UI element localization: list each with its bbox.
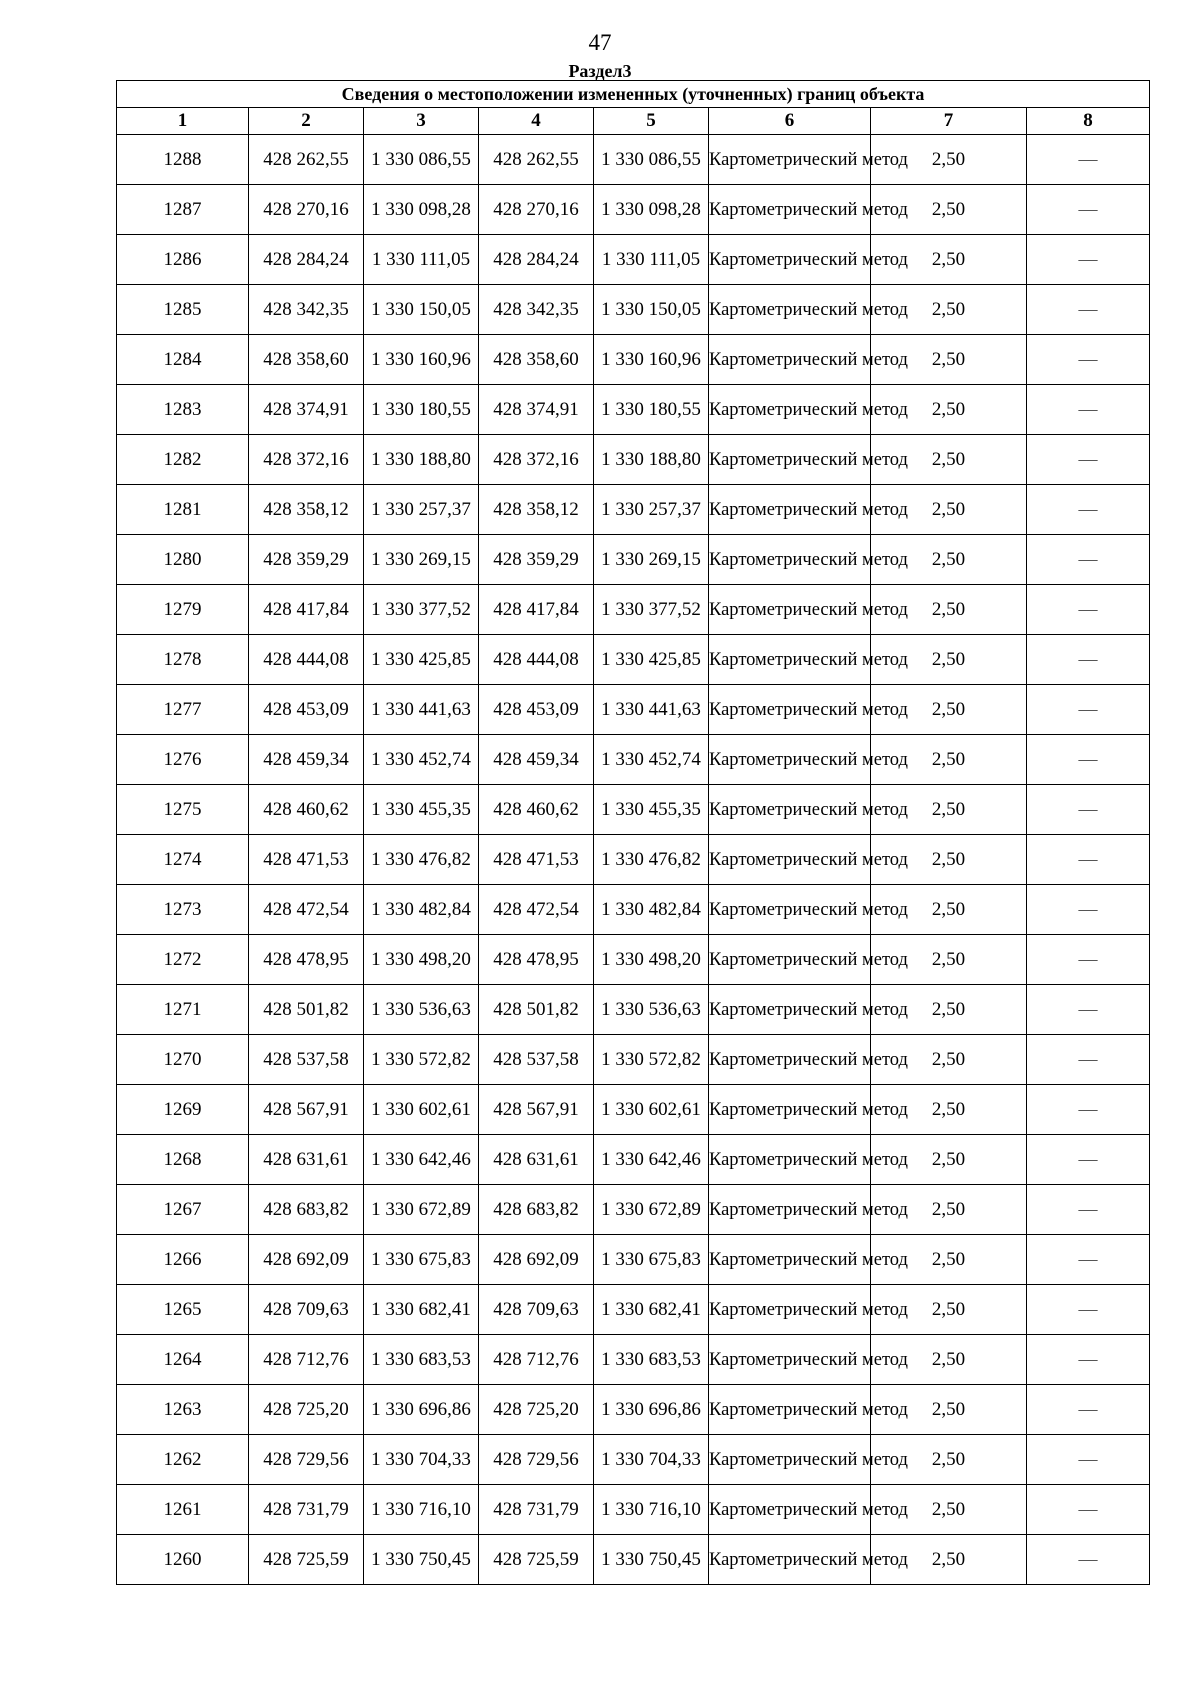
- existing-y-cell: 1 330 716,10: [364, 1485, 479, 1535]
- refined-x-cell: 428 501,82: [479, 985, 594, 1035]
- refined-x-cell: 428 270,16: [479, 185, 594, 235]
- existing-x-cell: 428 358,60: [249, 335, 364, 385]
- refined-y-cell: 1 330 498,20: [594, 935, 709, 985]
- table-row: [117, 735, 1150, 785]
- point-number-cell: 1271: [117, 985, 249, 1035]
- note-cell: —: [1027, 1285, 1150, 1335]
- point-number-cell: 1275: [117, 785, 249, 835]
- refined-x-cell: 428 417,84: [479, 585, 594, 635]
- accuracy-cell: 2,50: [871, 1085, 1027, 1135]
- note-cell: —: [1027, 585, 1150, 635]
- column-number-7: 7: [871, 108, 1027, 135]
- point-number-cell: 1266: [117, 1235, 249, 1285]
- existing-y-cell: 1 330 498,20: [364, 935, 479, 985]
- refined-y-cell: 1 330 482,84: [594, 885, 709, 935]
- method-cell: Картометрический метод: [709, 1485, 871, 1535]
- existing-x-cell: 428 359,29: [249, 535, 364, 585]
- note-cell: —: [1027, 1385, 1150, 1435]
- refined-y-cell: 1 330 572,82: [594, 1035, 709, 1085]
- table-body: [117, 135, 1150, 1585]
- existing-x-cell: 428 270,16: [249, 185, 364, 235]
- existing-y-cell: 1 330 160,96: [364, 335, 479, 385]
- method-cell: Картометрический метод: [709, 335, 871, 385]
- method-cell: Картометрический метод: [709, 1335, 871, 1385]
- accuracy-cell: 2,50: [871, 685, 1027, 735]
- accuracy-cell: 2,50: [871, 1535, 1027, 1585]
- refined-x-cell: 428 631,61: [479, 1135, 594, 1185]
- refined-y-cell: 1 330 750,45: [594, 1535, 709, 1585]
- refined-y-cell: 1 330 536,63: [594, 985, 709, 1035]
- note-cell: —: [1027, 235, 1150, 285]
- column-number-8: 8: [1027, 108, 1150, 135]
- table-row: [117, 1185, 1150, 1235]
- refined-x-cell: 428 478,95: [479, 935, 594, 985]
- table-row: [117, 1385, 1150, 1435]
- refined-y-cell: 1 330 716,10: [594, 1485, 709, 1535]
- refined-y-cell: 1 330 150,05: [594, 285, 709, 335]
- refined-y-cell: 1 330 425,85: [594, 635, 709, 685]
- note-cell: —: [1027, 485, 1150, 535]
- existing-y-cell: 1 330 441,63: [364, 685, 479, 735]
- existing-x-cell: 428 709,63: [249, 1285, 364, 1335]
- point-number-cell: 1262: [117, 1435, 249, 1485]
- table-row: [117, 985, 1150, 1035]
- existing-x-cell: 428 631,61: [249, 1135, 364, 1185]
- refined-y-cell: 1 330 257,37: [594, 485, 709, 535]
- note-cell: —: [1027, 285, 1150, 335]
- refined-y-cell: 1 330 269,15: [594, 535, 709, 585]
- existing-y-cell: 1 330 111,05: [364, 235, 479, 285]
- refined-x-cell: 428 471,53: [479, 835, 594, 885]
- existing-y-cell: 1 330 696,86: [364, 1385, 479, 1435]
- column-number-1: 1: [117, 108, 249, 135]
- point-number-cell: 1280: [117, 535, 249, 585]
- boundary-coordinates-table: [116, 80, 1150, 1585]
- column-number-3: 3: [364, 108, 479, 135]
- method-cell: Картометрический метод: [709, 485, 871, 535]
- refined-x-cell: 428 359,29: [479, 535, 594, 585]
- refined-x-cell: 428 459,34: [479, 735, 594, 785]
- table-row: [117, 435, 1150, 485]
- existing-y-cell: 1 330 098,28: [364, 185, 479, 235]
- method-cell: Картометрический метод: [709, 535, 871, 585]
- existing-x-cell: 428 567,91: [249, 1085, 364, 1135]
- refined-x-cell: 428 453,09: [479, 685, 594, 735]
- point-number-cell: 1269: [117, 1085, 249, 1135]
- accuracy-cell: 2,50: [871, 185, 1027, 235]
- table-row: [117, 1235, 1150, 1285]
- refined-x-cell: 428 358,12: [479, 485, 594, 535]
- refined-x-cell: 428 567,91: [479, 1085, 594, 1135]
- existing-y-cell: 1 330 683,53: [364, 1335, 479, 1385]
- table-row: [117, 1135, 1150, 1185]
- existing-x-cell: 428 537,58: [249, 1035, 364, 1085]
- point-number-cell: 1268: [117, 1135, 249, 1185]
- note-cell: —: [1027, 885, 1150, 935]
- existing-y-cell: 1 330 672,89: [364, 1185, 479, 1235]
- accuracy-cell: 2,50: [871, 335, 1027, 385]
- accuracy-cell: 2,50: [871, 435, 1027, 485]
- point-number-cell: 1279: [117, 585, 249, 635]
- existing-y-cell: 1 330 257,37: [364, 485, 479, 535]
- refined-y-cell: 1 330 682,41: [594, 1285, 709, 1335]
- existing-y-cell: 1 330 642,46: [364, 1135, 479, 1185]
- refined-y-cell: 1 330 602,61: [594, 1085, 709, 1135]
- method-cell: Картометрический метод: [709, 1085, 871, 1135]
- refined-y-cell: 1 330 441,63: [594, 685, 709, 735]
- note-cell: —: [1027, 535, 1150, 585]
- existing-y-cell: 1 330 675,83: [364, 1235, 479, 1285]
- existing-x-cell: 428 460,62: [249, 785, 364, 835]
- point-number-cell: 1281: [117, 485, 249, 535]
- existing-y-cell: 1 330 682,41: [364, 1285, 479, 1335]
- existing-y-cell: 1 330 602,61: [364, 1085, 479, 1135]
- refined-y-cell: 1 330 642,46: [594, 1135, 709, 1185]
- existing-x-cell: 428 501,82: [249, 985, 364, 1035]
- table-row: [117, 335, 1150, 385]
- refined-y-cell: 1 330 377,52: [594, 585, 709, 635]
- column-number-6: 6: [709, 108, 871, 135]
- method-cell: Картометрический метод: [709, 1385, 871, 1435]
- method-cell: Картометрический метод: [709, 385, 871, 435]
- point-number-cell: 1274: [117, 835, 249, 885]
- existing-y-cell: 1 330 476,82: [364, 835, 479, 885]
- accuracy-cell: 2,50: [871, 485, 1027, 535]
- accuracy-cell: 2,50: [871, 785, 1027, 835]
- accuracy-cell: 2,50: [871, 935, 1027, 985]
- refined-y-cell: 1 330 672,89: [594, 1185, 709, 1235]
- point-number-cell: 1284: [117, 335, 249, 385]
- section-title: Раздел3: [568, 61, 632, 81]
- point-number-cell: 1270: [117, 1035, 249, 1085]
- method-cell: Картометрический метод: [709, 1435, 871, 1485]
- method-cell: Картометрический метод: [709, 585, 871, 635]
- existing-x-cell: 428 725,59: [249, 1535, 364, 1585]
- accuracy-cell: 2,50: [871, 585, 1027, 635]
- existing-y-cell: 1 330 188,80: [364, 435, 479, 485]
- method-cell: Картометрический метод: [709, 635, 871, 685]
- refined-y-cell: 1 330 704,33: [594, 1435, 709, 1485]
- existing-x-cell: 428 729,56: [249, 1435, 364, 1485]
- existing-x-cell: 428 731,79: [249, 1485, 364, 1535]
- point-number-cell: 1277: [117, 685, 249, 735]
- existing-y-cell: 1 330 572,82: [364, 1035, 479, 1085]
- existing-y-cell: 1 330 536,63: [364, 985, 479, 1035]
- refined-x-cell: 428 460,62: [479, 785, 594, 835]
- table-row: [117, 1535, 1150, 1585]
- table-row: [117, 385, 1150, 435]
- accuracy-cell: 2,50: [871, 985, 1027, 1035]
- note-cell: —: [1027, 185, 1150, 235]
- note-cell: —: [1027, 1435, 1150, 1485]
- method-cell: Картометрический метод: [709, 435, 871, 485]
- refined-y-cell: 1 330 696,86: [594, 1385, 709, 1435]
- point-number-cell: 1264: [117, 1335, 249, 1385]
- column-number-4: 4: [479, 108, 594, 135]
- note-cell: —: [1027, 335, 1150, 385]
- point-number-cell: 1265: [117, 1285, 249, 1335]
- existing-x-cell: 428 284,24: [249, 235, 364, 285]
- accuracy-cell: 2,50: [871, 1035, 1027, 1085]
- method-cell: Картометрический метод: [709, 685, 871, 735]
- refined-x-cell: 428 731,79: [479, 1485, 594, 1535]
- table-row: [117, 785, 1150, 835]
- existing-x-cell: 428 262,55: [249, 135, 364, 185]
- table-row: [117, 935, 1150, 985]
- existing-x-cell: 428 692,09: [249, 1235, 364, 1285]
- refined-x-cell: 428 472,54: [479, 885, 594, 935]
- refined-x-cell: 428 358,60: [479, 335, 594, 385]
- method-cell: Картометрический метод: [709, 1035, 871, 1085]
- refined-x-cell: 428 709,63: [479, 1285, 594, 1335]
- note-cell: —: [1027, 1335, 1150, 1385]
- accuracy-cell: 2,50: [871, 1385, 1027, 1435]
- refined-y-cell: 1 330 111,05: [594, 235, 709, 285]
- accuracy-cell: 2,50: [871, 835, 1027, 885]
- point-number-cell: 1286: [117, 235, 249, 285]
- column-number-row: [117, 108, 1150, 135]
- method-cell: Картометрический метод: [709, 135, 871, 185]
- point-number-cell: 1272: [117, 935, 249, 985]
- note-cell: —: [1027, 735, 1150, 785]
- point-number-cell: 1288: [117, 135, 249, 185]
- existing-x-cell: 428 372,16: [249, 435, 364, 485]
- refined-x-cell: 428 729,56: [479, 1435, 594, 1485]
- existing-x-cell: 428 459,34: [249, 735, 364, 785]
- accuracy-cell: 2,50: [871, 1235, 1027, 1285]
- note-cell: —: [1027, 835, 1150, 885]
- table-row: [117, 1285, 1150, 1335]
- table-caption: Сведения о местоположении измененных (уточненных) границ объекта: [117, 81, 1150, 108]
- accuracy-cell: 2,50: [871, 735, 1027, 785]
- existing-x-cell: 428 725,20: [249, 1385, 364, 1435]
- method-cell: Картометрический метод: [709, 935, 871, 985]
- method-cell: Картометрический метод: [709, 285, 871, 335]
- method-cell: Картометрический метод: [709, 235, 871, 285]
- refined-x-cell: 428 284,24: [479, 235, 594, 285]
- existing-x-cell: 428 471,53: [249, 835, 364, 885]
- note-cell: —: [1027, 385, 1150, 435]
- point-number-cell: 1276: [117, 735, 249, 785]
- note-cell: —: [1027, 635, 1150, 685]
- refined-y-cell: 1 330 683,53: [594, 1335, 709, 1385]
- point-number-cell: 1273: [117, 885, 249, 935]
- table-row: [117, 185, 1150, 235]
- page-number: 47: [588, 30, 612, 55]
- method-cell: Картометрический метод: [709, 185, 871, 235]
- refined-x-cell: 428 683,82: [479, 1185, 594, 1235]
- accuracy-cell: 2,50: [871, 1335, 1027, 1385]
- refined-y-cell: 1 330 476,82: [594, 835, 709, 885]
- existing-x-cell: 428 712,76: [249, 1335, 364, 1385]
- accuracy-cell: 2,50: [871, 385, 1027, 435]
- refined-y-cell: 1 330 188,80: [594, 435, 709, 485]
- accuracy-cell: 2,50: [871, 885, 1027, 935]
- refined-x-cell: 428 537,58: [479, 1035, 594, 1085]
- refined-x-cell: 428 692,09: [479, 1235, 594, 1285]
- method-cell: Картометрический метод: [709, 1285, 871, 1335]
- table-row: [117, 235, 1150, 285]
- method-cell: Картометрический метод: [709, 835, 871, 885]
- refined-x-cell: 428 374,91: [479, 385, 594, 435]
- method-cell: Картометрический метод: [709, 1135, 871, 1185]
- refined-y-cell: 1 330 086,55: [594, 135, 709, 185]
- point-number-cell: 1282: [117, 435, 249, 485]
- existing-x-cell: 428 417,84: [249, 585, 364, 635]
- existing-y-cell: 1 330 269,15: [364, 535, 479, 585]
- accuracy-cell: 2,50: [871, 635, 1027, 685]
- note-cell: —: [1027, 935, 1150, 985]
- note-cell: —: [1027, 785, 1150, 835]
- accuracy-cell: 2,50: [871, 1285, 1027, 1335]
- column-number-2: 2: [249, 108, 364, 135]
- refined-x-cell: 428 372,16: [479, 435, 594, 485]
- point-number-cell: 1263: [117, 1385, 249, 1435]
- point-number-cell: 1260: [117, 1535, 249, 1585]
- refined-y-cell: 1 330 452,74: [594, 735, 709, 785]
- method-cell: Картометрический метод: [709, 1235, 871, 1285]
- existing-x-cell: 428 444,08: [249, 635, 364, 685]
- accuracy-cell: 2,50: [871, 285, 1027, 335]
- note-cell: —: [1027, 1235, 1150, 1285]
- table-row: [117, 635, 1150, 685]
- table-row: [117, 1085, 1150, 1135]
- table-row: [117, 135, 1150, 185]
- refined-x-cell: 428 262,55: [479, 135, 594, 185]
- existing-x-cell: 428 472,54: [249, 885, 364, 935]
- existing-y-cell: 1 330 086,55: [364, 135, 479, 185]
- table-row: [117, 535, 1150, 585]
- existing-y-cell: 1 330 377,52: [364, 585, 479, 635]
- existing-y-cell: 1 330 750,45: [364, 1535, 479, 1585]
- note-cell: —: [1027, 1135, 1150, 1185]
- method-cell: Картометрический метод: [709, 785, 871, 835]
- note-cell: —: [1027, 985, 1150, 1035]
- accuracy-cell: 2,50: [871, 1185, 1027, 1235]
- existing-y-cell: 1 330 455,35: [364, 785, 479, 835]
- table-row: [117, 485, 1150, 535]
- table-row: [117, 1335, 1150, 1385]
- refined-x-cell: 428 342,35: [479, 285, 594, 335]
- refined-y-cell: 1 330 675,83: [594, 1235, 709, 1285]
- table-row: [117, 885, 1150, 935]
- table-row: [117, 585, 1150, 635]
- existing-x-cell: 428 453,09: [249, 685, 364, 735]
- existing-x-cell: 428 342,35: [249, 285, 364, 335]
- refined-x-cell: 428 725,59: [479, 1535, 594, 1585]
- accuracy-cell: 2,50: [871, 1435, 1027, 1485]
- refined-y-cell: 1 330 180,55: [594, 385, 709, 435]
- accuracy-cell: 2,50: [871, 535, 1027, 585]
- refined-y-cell: 1 330 455,35: [594, 785, 709, 835]
- refined-y-cell: 1 330 098,28: [594, 185, 709, 235]
- note-cell: —: [1027, 1035, 1150, 1085]
- note-cell: —: [1027, 1485, 1150, 1535]
- method-cell: Картометрический метод: [709, 735, 871, 785]
- existing-x-cell: 428 478,95: [249, 935, 364, 985]
- method-cell: Картометрический метод: [709, 885, 871, 935]
- accuracy-cell: 2,50: [871, 1485, 1027, 1535]
- refined-y-cell: 1 330 160,96: [594, 335, 709, 385]
- existing-y-cell: 1 330 482,84: [364, 885, 479, 935]
- note-cell: —: [1027, 1085, 1150, 1135]
- note-cell: —: [1027, 1535, 1150, 1585]
- note-cell: —: [1027, 685, 1150, 735]
- existing-y-cell: 1 330 452,74: [364, 735, 479, 785]
- method-cell: Картометрический метод: [709, 985, 871, 1035]
- method-cell: Картометрический метод: [709, 1185, 871, 1235]
- refined-x-cell: 428 444,08: [479, 635, 594, 685]
- column-number-5: 5: [594, 108, 709, 135]
- accuracy-cell: 2,50: [871, 135, 1027, 185]
- existing-x-cell: 428 374,91: [249, 385, 364, 435]
- table-row: [117, 1485, 1150, 1535]
- table-row: [117, 1035, 1150, 1085]
- existing-y-cell: 1 330 180,55: [364, 385, 479, 435]
- point-number-cell: 1285: [117, 285, 249, 335]
- existing-y-cell: 1 330 704,33: [364, 1435, 479, 1485]
- table-row: [117, 285, 1150, 335]
- accuracy-cell: 2,50: [871, 1135, 1027, 1185]
- accuracy-cell: 2,50: [871, 235, 1027, 285]
- note-cell: —: [1027, 1185, 1150, 1235]
- table-row: [117, 1435, 1150, 1485]
- note-cell: —: [1027, 435, 1150, 485]
- point-number-cell: 1287: [117, 185, 249, 235]
- refined-x-cell: 428 725,20: [479, 1385, 594, 1435]
- refined-x-cell: 428 712,76: [479, 1335, 594, 1385]
- point-number-cell: 1278: [117, 635, 249, 685]
- note-cell: —: [1027, 135, 1150, 185]
- point-number-cell: 1261: [117, 1485, 249, 1535]
- table-row: [117, 685, 1150, 735]
- existing-y-cell: 1 330 150,05: [364, 285, 479, 335]
- existing-x-cell: 428 358,12: [249, 485, 364, 535]
- point-number-cell: 1267: [117, 1185, 249, 1235]
- point-number-cell: 1283: [117, 385, 249, 435]
- method-cell: Картометрический метод: [709, 1535, 871, 1585]
- table-row: [117, 835, 1150, 885]
- existing-y-cell: 1 330 425,85: [364, 635, 479, 685]
- existing-x-cell: 428 683,82: [249, 1185, 364, 1235]
